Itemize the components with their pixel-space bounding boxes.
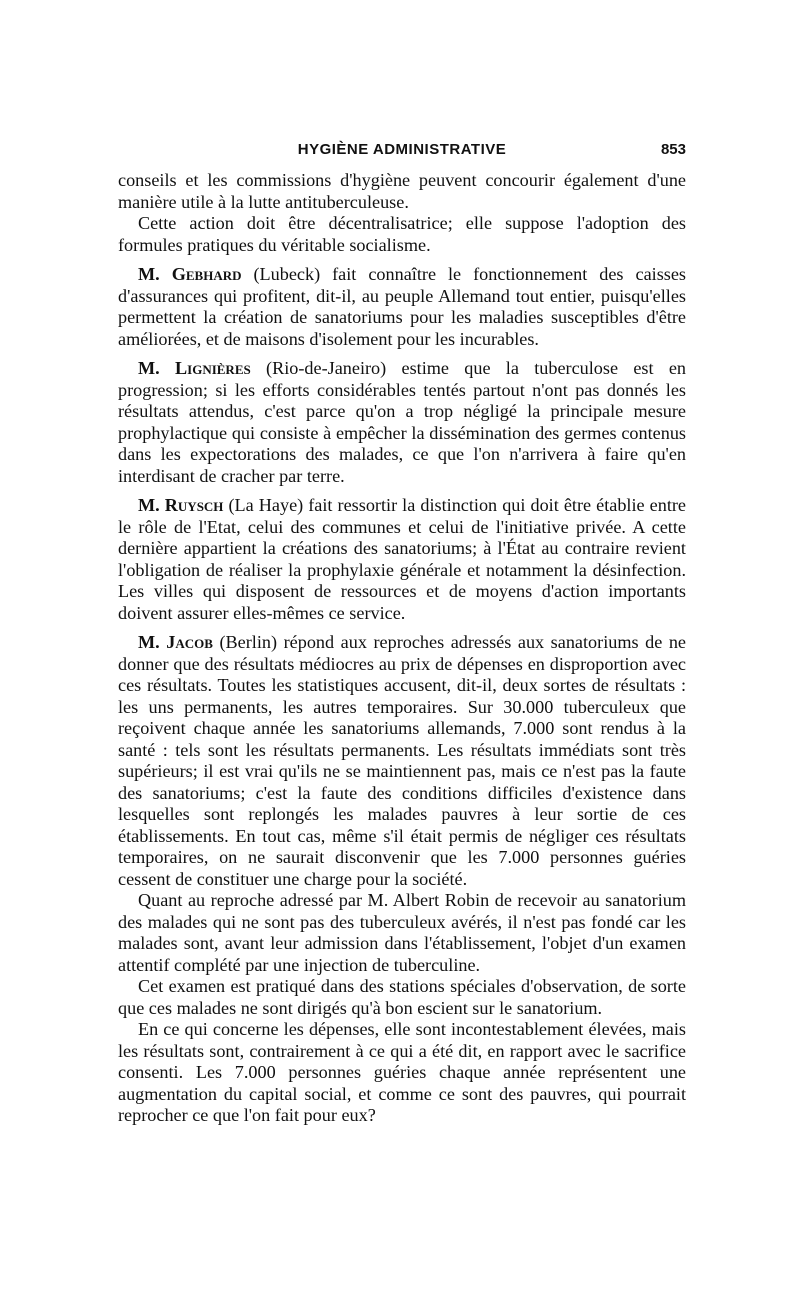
page-body [118,170,686,1127]
paragraph-text: conseils et les commissions d'hygiène peuvent concourir également d'une manière utile à la lutte antituberculeuse. [118,170,686,212]
page-header [118,141,686,163]
paragraph-continuation [118,170,686,213]
honorific: M. [138,358,160,378]
paragraph-lignieres [118,358,686,487]
paragraph-text: (Berlin) répond aux reproches adressés aux sanatoriums de ne donner que des résultats médiocres au prix de dépenses en disproportion avec ces résultats. Toutes les statistiques accusent, dit-il, deux sortes de résultats : les uns permanents, les autres temporaires. Sur 30.000 tuberculeux que reçoivent chaque année les sanatoriums allemands, 7.000 sont rendus à la santé : tels sont les résultats permanents. Les résultats immédiats sont très supérieurs; il est vrai qu'ils ne se maintiennent pas, mais ce n'est pas la faute des sanatoriums; c'est la faute des conditions difficiles d'existence dans lesquelles sont replongés les malades pauvres à leur sortie de ces établissements. En tout cas, même s'il était permis de négliger ces résultats temporaires, on ne saurait disconvenir que les 7.000 personnes guéries cessent de constituer une charge pour la société. [118,632,686,889]
paragraph-examen [118,976,686,1019]
paragraph-text: (Rio-de-Janeiro) estime que la tuberculose est en progression; si les efforts considérables tentés partout n'ont pas donnés les résultats attendus, c'est parce qu'on a trop négligé la principale mesure prophylactique qui consiste à empêcher la dissémination des germes contenus dans les expectorations des malades, ce que l'on n'arrivera à faire qu'en interdisant de cracher par terre. [118,358,686,486]
speaker-name: Jacob [166,632,213,652]
paragraph-ruysch [118,495,686,624]
paragraph-text: En ce qui concerne les dépenses, elle sont incontestablement élevées, mais les résultats sont, contrairement à ce qui a été dit, en rapport avec le sacrifice consenti. Les 7.000 personnes guéries chaque année représentent une augmentation du capital social, et comme ce sont des pauvres, qui pourrait reprocher ce que l'on fait pour eux? [118,1019,686,1125]
honorific: M. [138,495,160,515]
speaker-name: Ruysch [164,495,224,515]
paragraph-text: (La Haye) fait ressortir la distinction qui doit être établie entre le rôle de l'Etat, celui des communes et celui de l'initiative privée. A cette dernière appartient la créations des sanatoriums; à l'État au contraire revient l'obligation de réaliser la prophylaxie générale et notamment la désinfection. Les villes qui disposent de ressources et de moyens d'action importants doivent assurer elles-mêmes ce service. [118,495,687,623]
paragraph-reproche [118,890,686,976]
paragraph-text: (Lubeck) fait connaître le fonctionnement des caisses d'assurances qui profitent, dit-il, au peuple Allemand tout entier, puisqu'elles permettent la création de sanatoriums pour les maladies susceptibles d'être améliorées, et de maisons d'isolement pour les incurables. [118,264,687,349]
paragraph-gebhard [118,264,686,350]
paragraph-text: Quant au reproche adressé par M. Albert Robin de recevoir au sanatorium des malades qui ne sont pas des tuberculeux avérés, il n'est pas fondé car les malades sont, avant leur admission dans l'établissement, l'objet d'un examen attentif complété par une injection de tuberculine. [118,890,686,975]
speaker-name: Lignières [175,358,251,378]
paragraph-jacob [118,632,686,890]
honorific: M. [138,264,160,284]
paragraph-text: Cet examen est pratiqué dans des stations spéciales d'observation, de sorte que ces malades ne sont dirigés qu'à bon escient sur le sanatorium. [118,976,686,1018]
paragraph-decentralisation [118,213,686,256]
running-title: HYGIÈNE ADMINISTRATIVE [297,141,507,158]
speaker-name: Gebhard [171,264,242,284]
page-number: 853 [660,141,686,158]
paragraph-text: Cette action doit être décentralisatrice; elle suppose l'adoption des formules pratiques du véritable socialisme. [118,213,686,255]
paragraph-depenses [118,1019,686,1127]
honorific: M. [138,632,160,652]
